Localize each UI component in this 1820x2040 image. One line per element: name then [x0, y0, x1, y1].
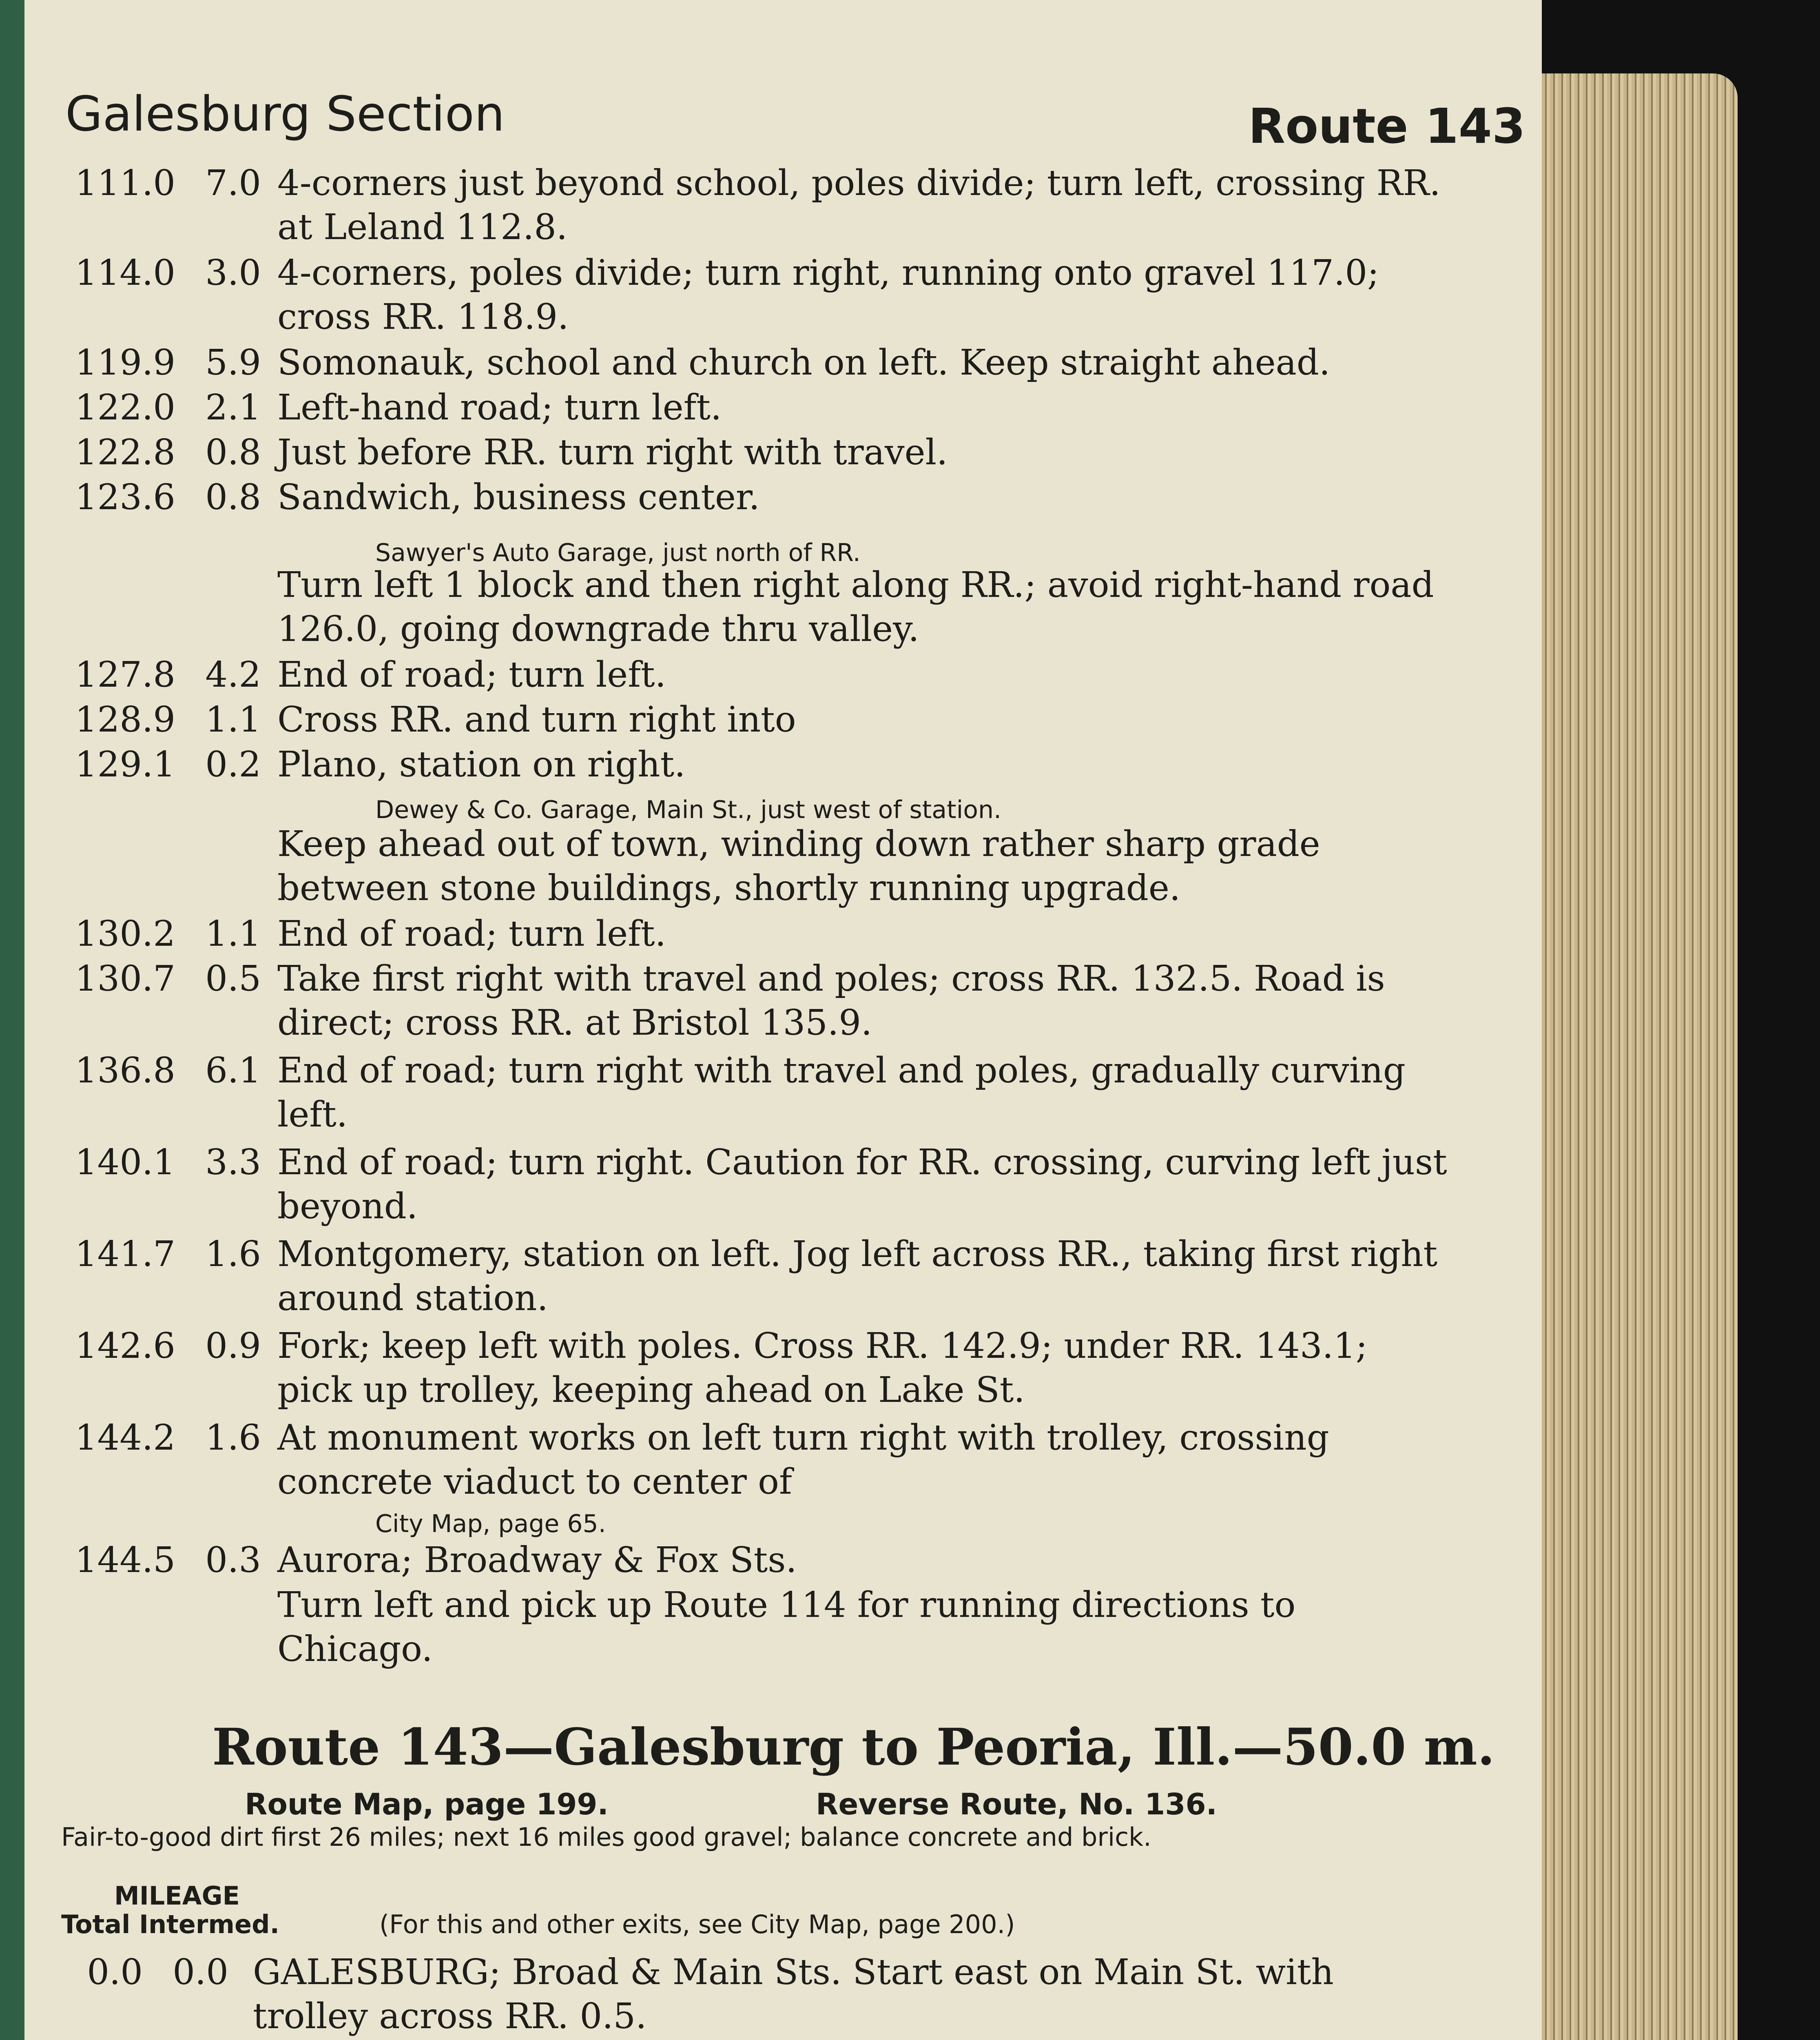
route-number: Route 143: [1248, 98, 1526, 154]
city-map-note: City Map, page 65.: [375, 1510, 606, 1538]
binding-edge: [0, 0, 24, 2040]
page-edges: [1542, 73, 1738, 2040]
garage-note: Sawyer's Auto Garage, just north of RR.: [375, 539, 861, 567]
garage-note: Dewey & Co. Garage, Main St., just west of station.: [375, 796, 1002, 824]
road-conditions: Fair-to-good dirt first 26 miles; next 16 miles good gravel; balance concrete and brick.: [61, 1822, 1151, 1852]
mileage-label: MILEAGE: [114, 1881, 240, 1911]
city-map-exits: (For this and other exits, see City Map, page 200.): [379, 1909, 1015, 1939]
route-map-ref: Route Map, page 199.: [245, 1787, 609, 1821]
reverse-route-ref: Reverse Route, No. 136.: [816, 1787, 1217, 1821]
mileage-columns: Total Intermed.: [61, 1909, 280, 1939]
book-page: Galesburg Section Route 143 111.0 7.0 4-corners just beyond school, poles divide; turn left, crossing RR. at Leland 112.8. 114.0 3.0 4-corners, poles divide; turn right, running onto gravel 117.0; cross RR. 118.9. 119.9 5.9 Somonauk, school and church on left. Keep straight ahead. 122.0 2.1 Left-hand road; turn left. 122.8 0.8 Just before RR. turn right with travel. 123.6 0.8 Sandwich, business center. Sawyer's Auto Garage, just north of RR. Turn left 1 block and then right along RR.; avoid right-hand road 126.0, going downgrade thru valley. 127.8 4.2 End of road; turn left. 128.9 1.1 Cross RR. and turn right into 129.1 0.2 Plano, station on right. Dewey & Co. Garage, Main St., just west of station. Keep ahead out of town, winding down rather sharp grade between stone buildings, shortly running upgrade. 130.2 1.1 End of road; turn left. 130.7 0.5 Take first right with travel and poles; cross RR. 132.5. Road is direct; cross RR. at Bristol 135.9. 136.8 6.1 End of road; turn right with travel and poles, gradually curving left. 140.1 3.3 End of road; turn right. Caution for RR. crossing, curving left just beyond. 141.7 1.6 Montgomery, station on left. Jog left across RR., taking first right around station. 142.6 0.9 Fork; keep left with poles. Cross RR. 142.9; under RR. 143.1; pick up trolley, keeping ahead on Lake St. 144.2 1.6 At monument works on left turn right with trolley, crossing concrete viaduct to center of City Map, page 65. 144.5 0.3 Aurora; Broadway & Fox Sts. Turn left and pick up Route 114 for running directions to Chicago. Route 143—Galesburg to Peoria, Ill.—50.0 m. Route Map, page 199. Reverse Route, No. 136. Fair-to-good dirt first 26 miles; next 16 miles good gravel; balance concrete and brick. MILEAGE Total Intermed. (For this and other exits, see City Map, page 200.) 0.0 0.0 GALESBURG; Broad & Main Sts. Start east on Main St. with trolley across RR. 0.5.: [0, 0, 1542, 2040]
section-title: Galesburg Section: [65, 86, 505, 142]
route-title: Route 143—Galesburg to Peoria, Ill.—50.0 m.: [212, 1718, 1495, 1777]
